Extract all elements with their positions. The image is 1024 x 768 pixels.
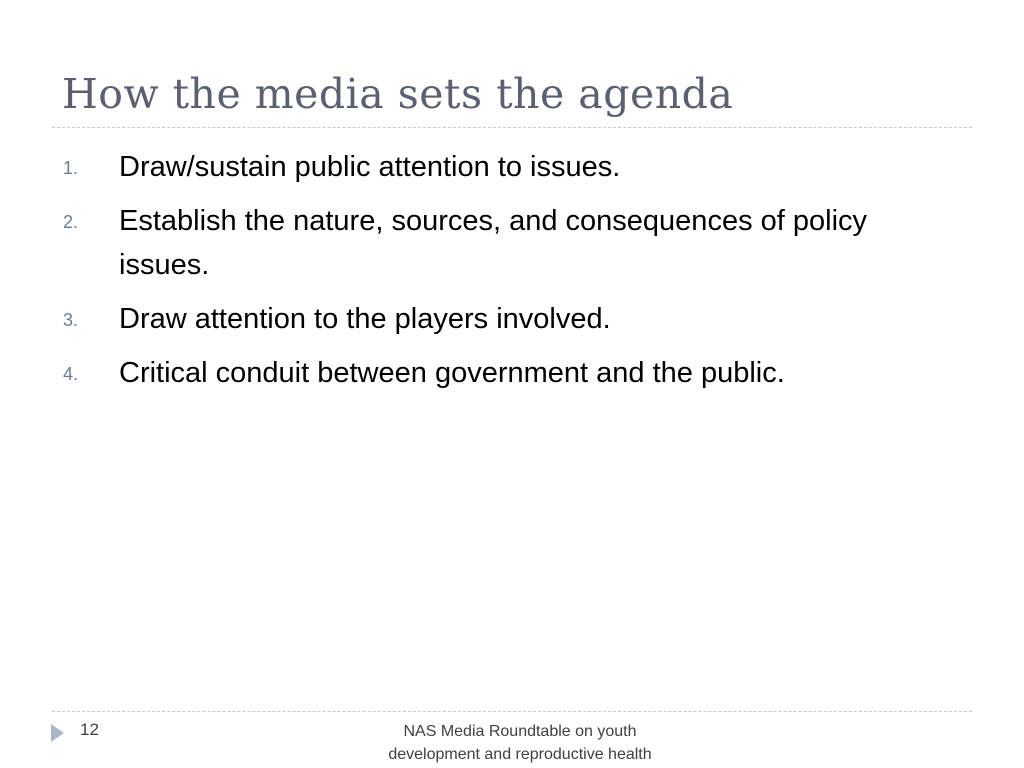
list-item-text: Critical conduit between government and the public. <box>119 357 785 389</box>
slide-title: How the media sets the agenda <box>62 70 734 118</box>
footer-text <box>320 720 720 766</box>
list-item <box>0 297 1024 341</box>
footer-line-2: development and reproductive health <box>388 746 652 763</box>
list-item-number: 4. <box>63 364 79 384</box>
footer-divider <box>52 711 972 712</box>
title-divider <box>52 127 972 128</box>
page-number: 12 <box>80 720 99 739</box>
agenda-list <box>0 145 1024 405</box>
list-item-text: Draw/sustain public attention to issues. <box>119 151 621 183</box>
list-item <box>0 351 1024 395</box>
list-item-text: Establish the nature, sources, and consequences of policy issues. <box>119 205 868 281</box>
list-item <box>0 145 1024 189</box>
list-item-number: 1. <box>63 158 79 178</box>
list-item <box>0 199 1024 287</box>
list-item-text: Draw attention to the players involved. <box>119 303 611 335</box>
list-item-number: 3. <box>63 310 79 330</box>
list-item-number: 2. <box>63 212 79 232</box>
triangle-arrow-icon <box>51 724 64 742</box>
footer-line-1: NAS Media Roundtable on youth <box>403 723 637 740</box>
